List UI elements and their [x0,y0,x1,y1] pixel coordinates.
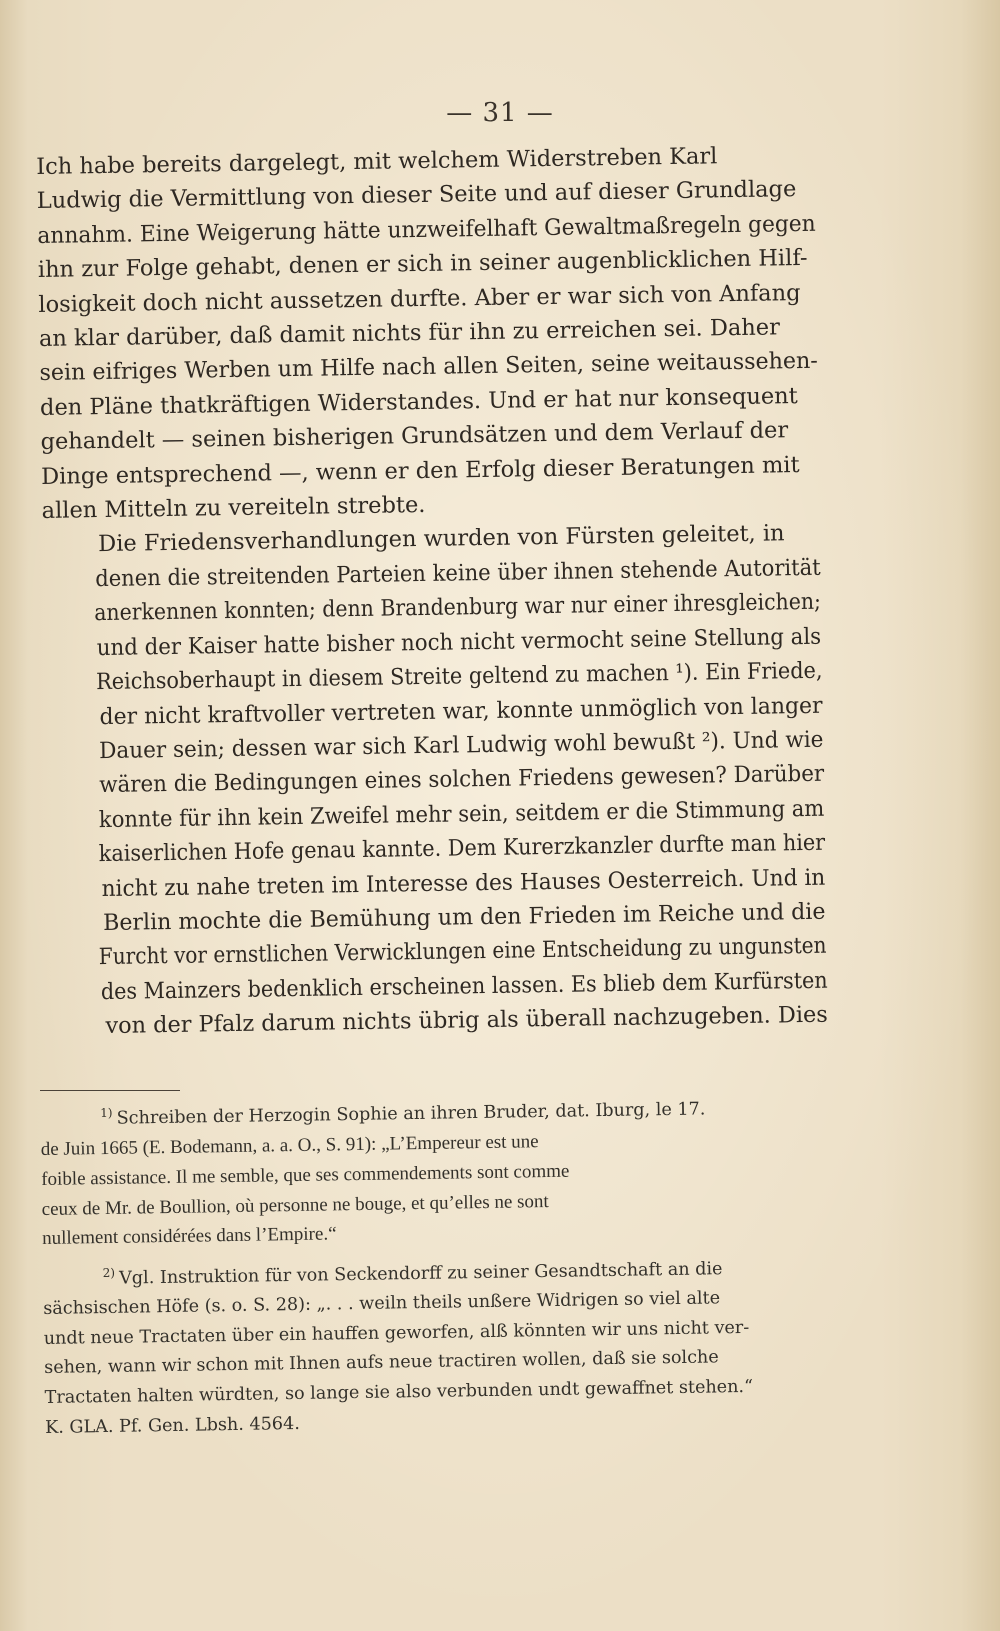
paragraph-1 [36,138,820,529]
footnote-line: sächsischen Höfe (s. o. S. 28): „. . . weiln theils unßere Widrigen so viel alte [43,1288,721,1320]
footnote-mark: 1) [100,1105,113,1121]
text-line: losigkeit doch nicht aussetzen durfte. Aber er war sich von Anfang [38,279,801,318]
text-line: Ludwig die Vermittlung von dieser Seite und auf dieser Grundlage [36,176,797,215]
text-line: Dauer sein; dessen war sich Karl Ludwig wohl bewußt ²). Und wie [98,726,824,764]
text-line: Reichsoberhaupt in diesem Streite geltend zu machen ¹). Ein Friede, [95,657,823,696]
footnote-divider [40,1090,180,1091]
paragraph-2 [42,516,828,1044]
footnote-line: K. GLA. Pf. Gen. Lbsh. 4564. [44,1413,300,1438]
text-line: allen Mitteln zu vereiteln strebte. [41,491,426,525]
footnote-text: Schreiben der Herzogin Sophie an ihren Bruder, dat. Iburg, le 17. [116,1099,706,1129]
text-line: nicht zu nahe treten im Interesse des Hauses Oesterreich. Und in [101,864,826,902]
text-line: gehandelt — seinen bisherigen Grundsätzen und dem Verlauf der [40,417,789,456]
text-line: Berlin mochte die Bemühung um den Frieden im Reiche und die [102,898,826,936]
main-text [36,138,828,1045]
text-line: Dinge entsprechend —, wenn er den Erfolg dieser Beratungen mit [40,451,800,490]
footnote-line: foible assistance. Il me semble, que ses commendements sont comme [41,1160,570,1191]
text-line: Die Friedensverhandlungen wurden von Fürsten geleitet, in [98,520,785,558]
text-line: kaiserlichen Hofe genau kannte. Dem Kurerzkanzler durfte man hier [98,829,826,868]
text-line: anerkennen konnten; denn Brandenburg war nur einer ihresgleichen; [94,589,822,627]
footnote-line: nullement considérées dans l’Empire.“ [42,1223,337,1250]
text-line: von der Pfalz darum nichts übrig als überall nachzugeben. Dies [105,1001,828,1040]
text-line: Furcht vor ernstlichen Verwicklungen eine Entscheidung zu ungunsten [98,933,827,971]
text-line: denen die streitenden Parteien keine über ihnen stehende Autorität [95,554,821,592]
text-line: ihn zur Folge gehabt, denen er sich in seiner augenblicklichen Hilf- [37,245,808,284]
text-line: des Mainzers bedenklich erscheinen lassen. Es blieb dem Kurfürsten [100,967,828,1005]
text-line: der nicht kraftvoller vertreten war, konnte unmöglich von langer [99,692,823,730]
text-line: wären die Bedingungen eines solchen Friedens gewesen? Darüber [99,761,825,799]
text-line: an klar darüber, daß damit nichts für ihn zu erreichen sei. Daher [38,314,781,353]
footnote-line: Tractaten halten würdten, so lange sie also verbunden undt gewaffnet stehen.“ [44,1376,754,1409]
text-line: und der Kaiser hatte bisher noch nicht vermocht seine Stellung als [96,623,822,661]
footnote-line: sehen, wann wir schon mit Ihnen aufs neue tractiren wollen, daß sie solche [44,1347,719,1379]
footnote-line: ceux de Mr. de Boullion, où personne ne bouge, et qu’elles ne sont [41,1190,549,1220]
text-line: konnte für ihn kein Zweifel mehr sein, seitdem er die Stimmung am [98,795,825,833]
footnote-line: de Juin 1665 (E. Bodemann, a. a. O., S. 91): „L’Empereur est une [40,1131,539,1161]
footnotes [40,1088,825,1443]
footnote-2 [43,1248,826,1444]
footnote-text: Vgl. Instruktion für von Seckendorff zu seiner Gesandtschaft an die [118,1258,723,1289]
text-line: annahm. Eine Weigerung hätte unzweifelhaft Gewaltmaßregeln gegen [37,210,816,249]
footnote-1 [40,1088,822,1254]
text-line: Ich habe bereits dargelegt, mit welchem Widerstreben Karl [36,143,718,180]
footnote-line: undt neue Tractaten über ein hauffen geworfen, alß könnten wir uns nicht ver- [43,1317,750,1349]
page-number: — 31 — [446,98,554,128]
text-line: den Pläne thatkräftigen Widerstandes. Und er hat nur konsequent [39,382,798,421]
footnote-mark: 2) [102,1265,116,1280]
text-line: sein eifriges Werben um Hilfe nach allen Seiten, seine weitaussehen- [39,348,819,387]
